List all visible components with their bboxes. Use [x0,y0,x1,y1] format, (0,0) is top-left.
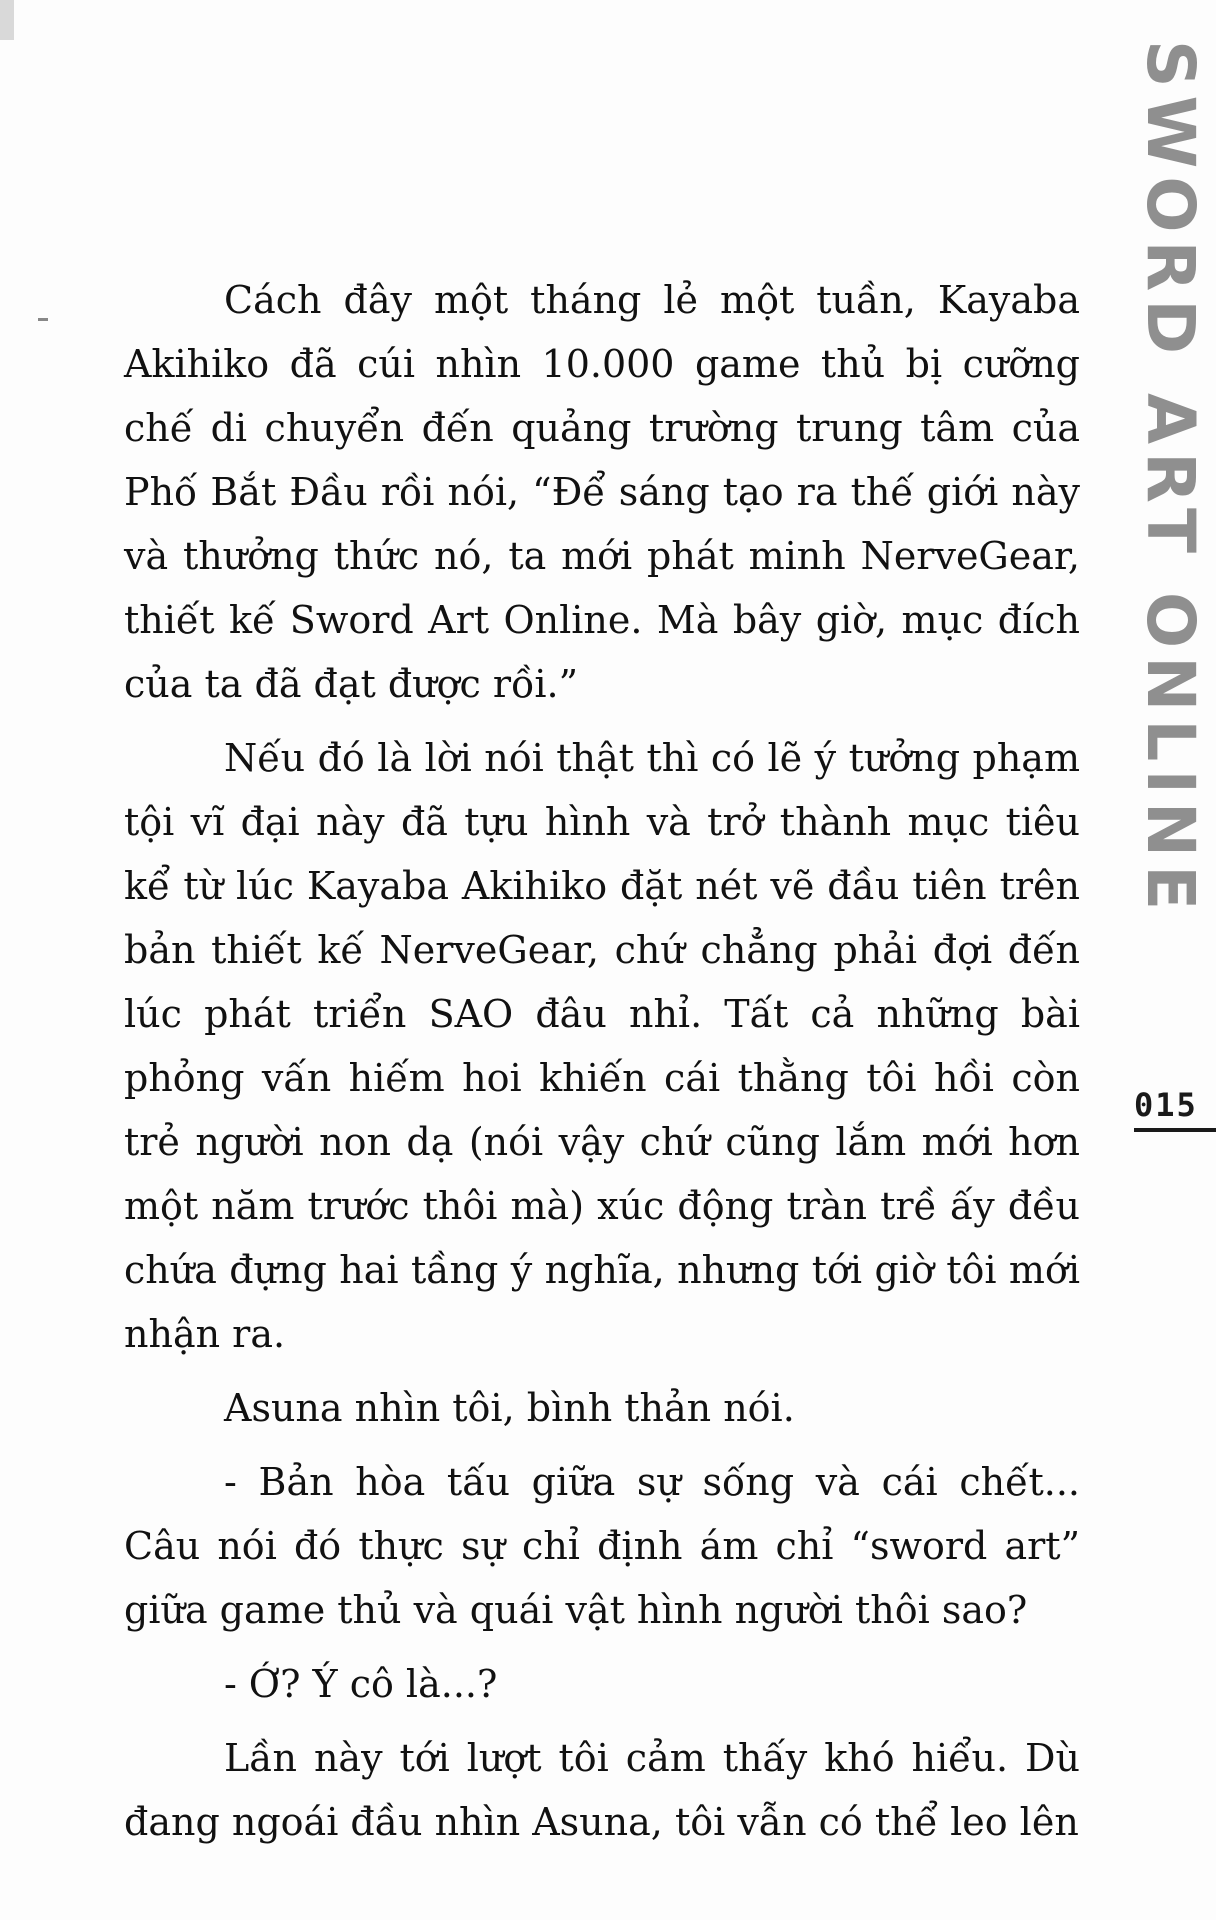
paragraph: Cách đây một tháng lẻ một tuần, Kayaba Akihiko đã cúi nhìn 10.000 game thủ bị cưỡng chế di chuyển đến quảng trường trung tâm của Phố Bắt Đầu rồi nói, “Để sáng tạo ra thế giới này và thưởng thức nó, ta mới phát minh NerveGear, thiết kế Sword Art Online. Mà bây giờ, mục đích của ta đã đạt được rồi.” [124,278,1080,706]
body-text [124,268,1080,1864]
margin-mark [38,318,48,321]
running-title [1130,40,1210,1060]
paragraph: Nếu đó là lời nói thật thì có lẽ ý tưởng phạm tội vĩ đại này đã tựu hình và trở thành mục tiêu kể từ lúc Kayaba Akihiko đặt nét vẽ đầu tiên trên bản thiết kế NerveGear, chứ chẳng phải đợi đến lúc phát triển SAO đâu nhỉ. Tất cả những bài phỏng vấn hiếm hoi khiến cái thằng tôi hồi còn trẻ người non dạ (nói vậy chứ cũng lắm mới hơn một năm trước thôi mà) xúc động tràn trề ấy đều chứa đựng hai tầng ý nghĩa, nhưng tới giờ tôi mới nhận ra. [124,736,1080,1356]
corner-shadow [0,0,14,40]
paragraph: - Ớ? Ý cô là...? [224,1662,498,1706]
paragraph: Asuna nhìn tôi, bình thản nói. [224,1386,795,1430]
paragraph: Lần này tới lượt tôi cảm thấy khó hiểu. Dù đang ngoái đầu nhìn Asuna, tôi vẫn có thể leo lên [124,1736,1080,1844]
running-title-text: SWORD ART ONLINE [1132,40,1209,919]
paragraph: - Bản hòa tấu giữa sự sống và cái chết... Câu nói đó thực sự chỉ định ám chỉ “sword art” giữa game thủ và quái vật hình người thôi sao? [124,1460,1080,1632]
page-number: 015 [1134,1086,1216,1132]
